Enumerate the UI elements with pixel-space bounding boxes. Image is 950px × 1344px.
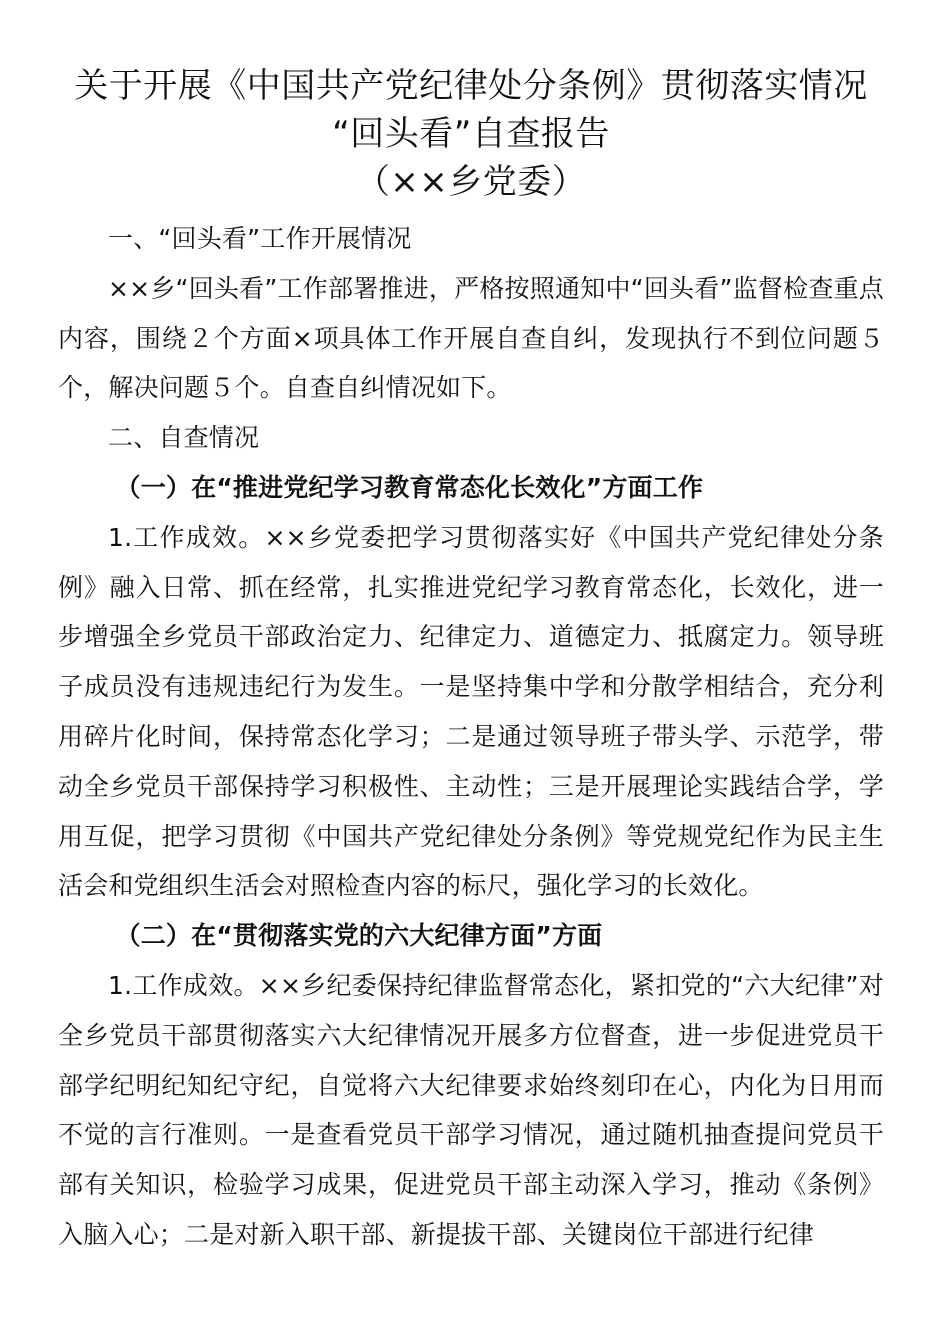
section-1-paragraph: ××乡“回头看”工作部署推进，严格按照通知中“回头看”监督检查重点内容，围绕２个方面×项具体工作开展自查自纠，发现执行不到位问题５个，解决问题５个。自查自纠情况如下。 [58,273,884,403]
section-1-heading: 一、“回头看”工作开展情况 [108,224,412,253]
title-line-3: （××乡党委） [355,162,587,202]
subsection-2-heading: （二）在“贯彻落实党的六大纪律方面”方面 [115,921,603,951]
section-2-heading: 二、自查情况 [108,423,260,453]
document-body [58,214,884,1260]
subsection-2-paragraph: 1.工作成效。××乡纪委保持纪律监督常态化，紧扣党的“六大纪律”对全乡党员干部贯彻落实六大纪律情况开展多方位督查，进一步促进党员干部学纪明纪知纪守纪，自觉将六大纪律要求始终刻印在心，内化为日用而不觉的言行准则。一是查看党员干部学习情况，通过随机抽查提问党员干部有关知识，检验学习成果，促进党员干部主动深入学习，推动《条例》入脑入心；二是对新入职干部、新提拔干部、关键岗位干部进行纪律 [58,970,884,1249]
title-line-1: 关于开展《中国共产党纪律处分条例》贯彻落实情况 [74,66,868,106]
document-title [58,62,884,206]
title-line-2: “回头看”自查报告 [332,114,610,154]
subsection-1-paragraph: 1.工作成效。××乡党委把学习贯彻落实好《中国共产党纪律处分条例》融入日常、抓在经常，扎实推进党纪学习教育常态化，长效化，进一步增强全乡党员干部政治定力、纪律定力、道德定力、抵腐定力。领导班子成员没有违规违纪行为发生。一是坚持集中学和分散学相结合，充分利用碎片化时间，保持常态化学习；二是通过领导班子带头学、示范学，带动全乡党员干部保持学习积极性、主动性；三是开展理论实践结合学，学用互促，把学习贯彻《中国共产党纪律处分条例》等党规党纪作为民主生活会和党组织生活会对照检查内容的标尺，强化学习的长效化。 [58,522,884,901]
subsection-1-heading: （一）在“推进党纪学习教育常态化长效化”方面工作 [115,472,704,502]
